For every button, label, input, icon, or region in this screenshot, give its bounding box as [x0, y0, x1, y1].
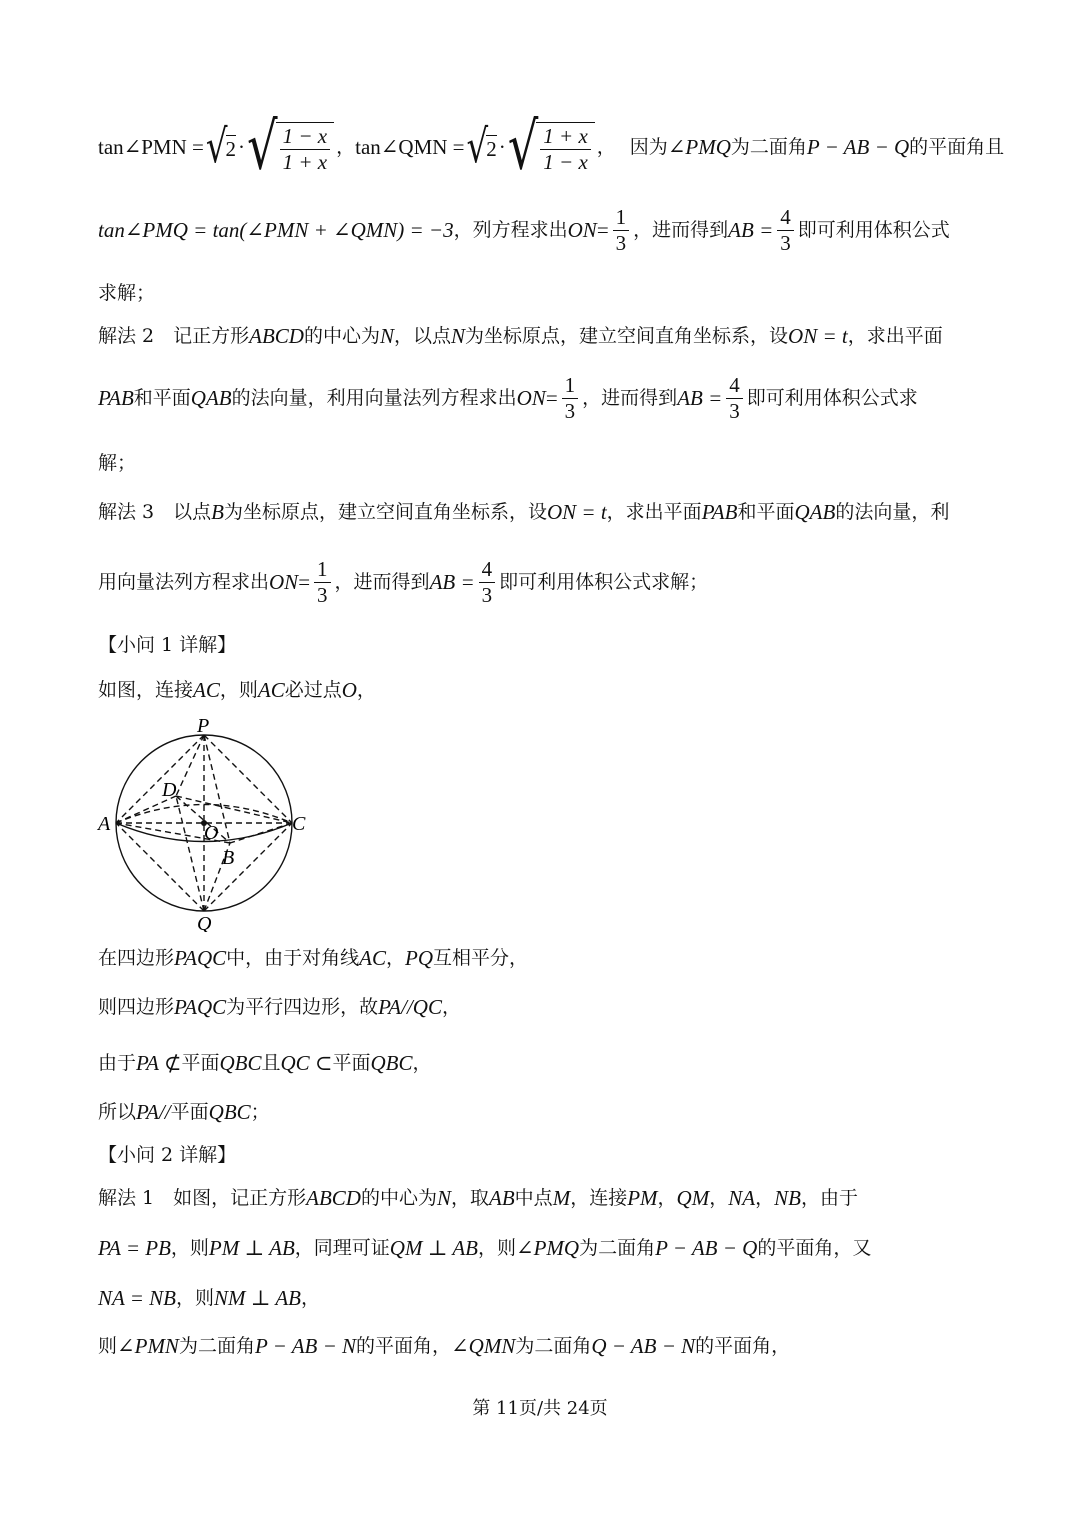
text-line-16: 解法 1 如图，记正方形 ABCD 的中心为 N ，取 AB 中点 M ，连接 PM ， QM ， NA ， NB ，由于	[98, 1186, 858, 1210]
fraction-one-third: $\frac{1}{3}$	[562, 375, 579, 422]
fraction-four-thirds: $\frac{4}{3}$	[777, 207, 794, 254]
text-line-11: 在四边形 PAQC 中，由于对角线 AC ， PQ 互相平分，	[98, 946, 529, 970]
label-b: B	[222, 847, 235, 869]
text-line-8: 用向量法列方程求出 ON = $\frac{1}{3}$ ，进而得到 AB = $\frac{4}{3}$ 即可利用体积公式求解；	[98, 556, 709, 607]
sphere-figure	[96, 712, 321, 932]
text-line-7: 解法 3 以点 B 为坐标原点，建立空间直角坐标系，设 ON = t ，求出平面 PAB 和平面 QAB 的法向量，利	[98, 500, 950, 524]
text-line-19: 则 ∠PMN 为二面角 P − AB − N 的平面角， ∠QMN 为二面角 Q − AB − N 的平面角，	[98, 1334, 791, 1358]
text-line-5: PAB 和平面 QAB 的法向量，利用向量法列方程求出 ON = $\frac{1}{3}$ ，进而得到 AB = $\frac{4}{3}$ 即可利用体积公式求	[98, 372, 918, 423]
fraction: $\frac{1 + x}{1 - x}$	[540, 126, 591, 173]
text-line-2: tan∠PMQ = tan(∠PMN + ∠QMN) = −3 ，列方程求出 ON = $\frac{1}{3}$ ，进而得到 AB = $\frac{4}{3}$ 即可利用体积公式	[98, 204, 950, 255]
text-line-18: NA = NB ，则 NM ⊥ AB ，	[98, 1286, 321, 1310]
sqrt-2: √ 2	[205, 120, 237, 174]
text-line-6: 解；	[98, 452, 137, 474]
text-line-4: 解法 2 记正方形 ABCD 的中心为 N ，以点 N 为坐标原点，建立空间直角坐标系，设 ON = t ，求出平面	[98, 324, 943, 348]
text-line-12: 则四边形 PAQC 为平行四边形，故 PA//QC ，	[98, 995, 461, 1019]
formula-tan-pmn: tan∠PMN =	[98, 134, 204, 159]
section-heading-q1: 【小问 1 详解】	[98, 634, 237, 656]
label-p: P	[197, 715, 210, 737]
formula-tan-qmn: tan∠QMN =	[355, 134, 465, 159]
label-a: A	[98, 813, 111, 835]
text-line-3: 求解；	[98, 282, 156, 304]
sqrt-fraction-1: √ $\frac{1 - x}{1 + x}$	[247, 122, 334, 173]
text-line-17: PA = PB ，则 PM ⊥ AB ，同理可证 QM ⊥ AB ，则 ∠PMQ 为二面角 P − AB − Q 的平面角，又	[98, 1236, 872, 1260]
fraction-four-thirds: $\frac{4}{3}$	[726, 375, 743, 422]
sqrt-fraction-2: √ $\frac{1 + x}{1 - x}$	[508, 122, 595, 173]
label-q: Q	[197, 913, 212, 932]
text-line-14: 所以 PA// 平面 QBC ；	[98, 1100, 270, 1124]
label-o: O	[204, 822, 219, 844]
fraction: $\frac{1 - x}{1 + x}$	[280, 126, 331, 173]
text-line-1: tan∠PMN = √ 2 · √ $\frac{1 - x}{1 + x}$ ， tan∠QMN = √ 2 · √ $\frac{1 + x}{1 - x}$ ， 因为 ∠PMQ 为二面角 P − AB − Q 的平面角且	[98, 109, 1005, 185]
fraction-four-thirds: $\frac{4}{3}$	[479, 559, 496, 606]
text-line-13: 由于 PA ⊄ 平面 QBC 且 QC ⊂ 平面 QBC ，	[98, 1051, 432, 1075]
sqrt-2: √ 2	[466, 120, 497, 174]
text-line-10: 如图，连接 AC ，则 AC 必过点 O ，	[98, 678, 376, 702]
fraction-one-third: $\frac{1}{3}$	[314, 559, 331, 606]
page-footer: 第 11页/共 24页	[472, 1398, 608, 1419]
label-d: D	[162, 779, 177, 801]
section-heading-q2: 【小问 2 详解】	[98, 1144, 237, 1166]
fraction-one-third: $\frac{1}{3}$	[613, 207, 630, 254]
formula-tan-pmq: tan∠PMQ = tan(∠PMN + ∠QMN) = −3	[98, 217, 454, 242]
label-c: C	[292, 813, 306, 835]
